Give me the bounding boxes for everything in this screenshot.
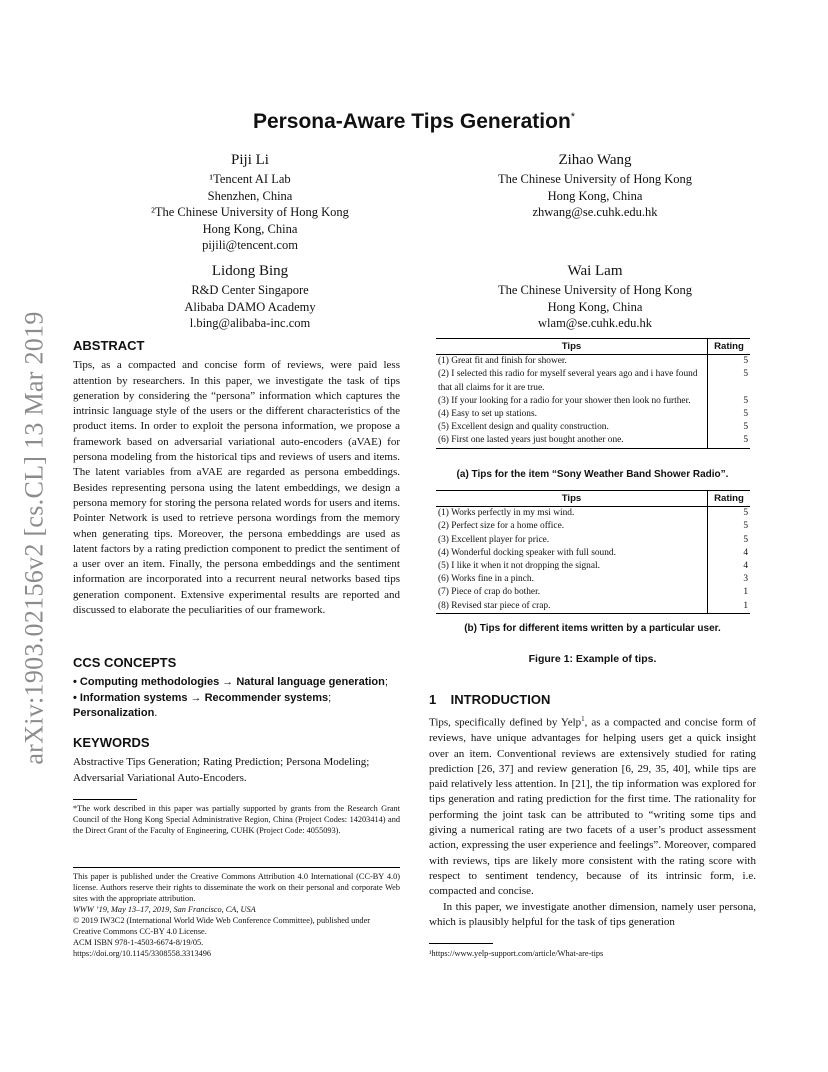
author-email: zhwang@se.cuhk.edu.hk bbox=[532, 205, 658, 219]
author-affiliation: ²The Chinese University of Hong Kong bbox=[151, 205, 349, 219]
footnote-mark: 1 bbox=[581, 715, 585, 724]
rating-cell: 5 bbox=[708, 534, 751, 547]
author-affiliation: Hong Kong, China bbox=[202, 221, 298, 236]
author-name: Piji Li bbox=[231, 152, 269, 168]
rating-cell: 3 bbox=[708, 573, 751, 586]
tip-cell: (4) Easy to set up stations. bbox=[438, 409, 537, 420]
rating-cell: 4 bbox=[708, 560, 751, 573]
arxiv-identifier-text: arXiv:1903.02156v2 [cs.CL] 13 Mar 2019 bbox=[20, 311, 49, 765]
author-block-4 bbox=[445, 261, 745, 332]
ccs-heading: CCS CONCEPTS bbox=[73, 655, 177, 670]
table-row bbox=[436, 408, 750, 421]
tip-cell: (2) Perfect size for a home office. bbox=[438, 521, 565, 532]
ccs-end: . bbox=[154, 706, 158, 719]
author-affiliation: R&D Center Singapore bbox=[191, 283, 309, 297]
tip-cell: (2) I selected this radio for myself several years ago and i have found that all claims for it are true. bbox=[438, 369, 698, 393]
author-affiliation: Shenzhen, China bbox=[207, 188, 293, 203]
table-row bbox=[436, 355, 750, 369]
tip-cell: (4) Wonderful docking speaker with full sound. bbox=[438, 547, 616, 558]
table-row bbox=[436, 421, 750, 434]
rating-column-header: Rating bbox=[708, 491, 751, 507]
author-name: Wai Lam bbox=[567, 263, 623, 279]
author-affiliation: The Chinese University of Hong Kong bbox=[497, 283, 693, 297]
isbn-text: ACM ISBN 978-1-4503-6674-8/19/05. bbox=[73, 938, 204, 947]
author-name: Lidong Bing bbox=[211, 263, 289, 279]
table-row bbox=[436, 520, 750, 533]
author-block-1 bbox=[120, 150, 380, 254]
rating-cell: 5 bbox=[708, 434, 751, 448]
tip-cell: (5) Excellent design and quality construction. bbox=[438, 422, 609, 433]
abstract-text: Tips, as a compacted and concise form of reviews, were paid less attention by researchers. In this paper, we investigate the task of tips generation by considering the “persona” information which captures the intrinsic language style of the users or the different characteristics of the product items. In order to exploit the persona information, we propose a framework based on adversarial variational auto-encoders (aVAE) for persona modeling from the historical tips and reviews of users and items. The latent variables from aVAE are regarded as persona embeddings. Besides representing persona using the latent embeddings, we design a persona memory for storing the persona related words for users and items. Pointer Network is used to retrieve persona wordings from the memory when generating tips. Moreover, the persona embeddings are used as latent factors by a rating prediction component to predict the sentiment of a user over an item. Finally, the persona embeddings and the sentiment information are incorporated into a recurrent neural networks based tips generation component. Extensive experimental results are reported and discussed to elaborate the peculiarities of our framework. bbox=[73, 359, 400, 617]
keywords-heading: KEYWORDS bbox=[73, 735, 150, 750]
ccs-concept-3: Personalization bbox=[73, 706, 155, 719]
tips-table-b bbox=[436, 490, 750, 614]
doi-link[interactable]: https://doi.org/10.1145/3308558.3313496 bbox=[73, 949, 212, 958]
rating-cell: 5 bbox=[708, 368, 751, 394]
table-row bbox=[436, 586, 750, 599]
paper-title bbox=[0, 110, 828, 134]
author-email: l.bing@alibaba-inc.com bbox=[189, 316, 311, 330]
ccs-separator: ; bbox=[384, 676, 388, 689]
title-footnote-mark: * bbox=[570, 111, 576, 123]
abstract-heading: ABSTRACT bbox=[73, 338, 145, 353]
table-row bbox=[436, 600, 750, 614]
tips-column-header: Tips bbox=[436, 339, 708, 355]
author-affiliation: The Chinese University of Hong Kong bbox=[497, 172, 693, 186]
author-email: wlam@se.cuhk.edu.hk bbox=[538, 316, 652, 330]
author-affiliation: Hong Kong, China bbox=[547, 188, 643, 203]
rating-cell: 4 bbox=[708, 547, 751, 560]
tip-cell: (5) I like it when it not dropping the signal. bbox=[438, 561, 600, 572]
figure-caption: Figure 1: Example of tips. bbox=[528, 653, 657, 665]
tip-cell: (3) If your looking for a radio for your shower then look no further. bbox=[438, 395, 691, 406]
table-row bbox=[436, 368, 750, 394]
tip-cell: (3) Excellent player for price. bbox=[438, 534, 550, 545]
author-block-3 bbox=[120, 261, 380, 332]
author-name: Zihao Wang bbox=[558, 152, 632, 168]
table-row bbox=[436, 507, 750, 521]
rating-cell: 5 bbox=[708, 421, 751, 434]
copyright-text: © 2019 IW3C2 (International World Wide Web Conference Committee), published under Creative Commons CC-BY 4.0 License. bbox=[73, 916, 371, 936]
author-block-2 bbox=[445, 150, 745, 221]
ccs-section bbox=[73, 655, 400, 721]
tips-column-header: Tips bbox=[436, 491, 708, 507]
keywords-section bbox=[73, 735, 400, 786]
rating-cell: 5 bbox=[708, 395, 751, 408]
footnote-rule bbox=[73, 799, 137, 800]
tip-cell: (1) Works perfectly in my msi wind. bbox=[438, 508, 575, 519]
author-email: pijili@tencent.com bbox=[202, 238, 298, 252]
introduction-section bbox=[429, 692, 756, 930]
rating-cell: 1 bbox=[708, 586, 751, 599]
acknowledgment-footnote bbox=[73, 803, 400, 836]
tip-cell: (6) Works fine in a pinch. bbox=[438, 574, 534, 585]
rating-column-header: Rating bbox=[708, 339, 751, 355]
table-row bbox=[436, 434, 750, 448]
rating-cell: 5 bbox=[708, 355, 751, 369]
ccs-separator: ; bbox=[328, 691, 332, 704]
table-header-row bbox=[436, 491, 750, 507]
rating-cell: 5 bbox=[708, 408, 751, 421]
license-block bbox=[73, 871, 400, 959]
abstract-section bbox=[73, 338, 400, 618]
license-rule bbox=[73, 867, 400, 868]
table-b-caption: (b) Tips for different items written by a particular user. bbox=[464, 623, 721, 634]
rating-cell: 5 bbox=[708, 520, 751, 533]
author-affiliation: Hong Kong, China bbox=[547, 299, 643, 314]
table-row bbox=[436, 534, 750, 547]
tip-cell: (7) Piece of crap do bother. bbox=[438, 587, 541, 598]
tip-cell: (8) Revised star piece of crap. bbox=[436, 600, 708, 614]
yelp-footnote: ¹https://www.yelp-support.com/article/What-are-tips bbox=[429, 949, 604, 958]
tip-cell: (6) First one lasted years just bought another one. bbox=[436, 434, 708, 448]
introduction-heading: 1 INTRODUCTION bbox=[429, 692, 551, 707]
author-affiliation: ¹Tencent AI Lab bbox=[209, 172, 291, 186]
paper-title-text: Persona-Aware Tips Generation bbox=[252, 110, 571, 133]
footnote-rule bbox=[429, 943, 493, 944]
tip-cell: (1) Great fit and finish for shower. bbox=[438, 356, 567, 367]
author-affiliation: Alibaba DAMO Academy bbox=[184, 299, 316, 314]
table-row bbox=[436, 547, 750, 560]
acknowledgment-text: *The work described in this paper was partially supported by grants from the Research Grant Council of the Hong Kong Special Administrative Region, China (Project Codes: 14203414) and the Direct Grant of the Faculty of Engineering, CUHK (Project Code: 4055093). bbox=[73, 804, 400, 835]
introduction-paragraph-1 bbox=[429, 712, 756, 899]
ccs-concept-2: • Information systems → Recommender systems bbox=[73, 691, 329, 704]
ccs-concept-1: • Computing methodologies → Natural language generation bbox=[73, 676, 385, 689]
table-a-caption: (a) Tips for the item “Sony Weather Band Shower Radio”. bbox=[456, 469, 729, 480]
table-header-row bbox=[436, 339, 750, 355]
tips-table-a bbox=[436, 338, 750, 449]
rating-cell: 5 bbox=[708, 507, 751, 521]
keywords-text: Abstractive Tips Generation; Rating Prediction; Persona Modeling; Adversarial Variational Auto-Encoders. bbox=[73, 756, 370, 784]
table-row bbox=[436, 560, 750, 573]
ccs-concepts bbox=[73, 675, 400, 721]
introduction-paragraph-2: In this paper, we investigate another dimension, namely user persona, which is plausibly helpful for the task of tips generation bbox=[429, 900, 756, 928]
rating-cell: 1 bbox=[708, 600, 751, 614]
intro-text: Tips, specifically defined by Yelp bbox=[429, 716, 582, 729]
table-row bbox=[436, 395, 750, 408]
arxiv-identifier bbox=[12, 288, 58, 788]
license-text: This paper is published under the Creative Commons Attribution 4.0 International (CC-BY 4.0) license. Authors reserve their rights to disseminate the work on their personal and corporate Web sites with the appropriate attribution. bbox=[73, 872, 400, 903]
intro-text: , as a compacted and concise form of reviews, have unique advantages for helping users get a quick insight over an item. Conventional reviews are extensively studied for rating prediction [26, 37] and review generation [6, 29, 35, 40], while tips are paid relatively less attention. In [21], the tip information was explored for tips generation and rating prediction for the first time. The rationality for performing the joint task can be attributed to “writing some tips and giving a numerical rating are two facets of a user’s product assessment action, expressing the user experience and feelings”. Moreover, compared with reviews, tips are likely more consistent with the rating score with respect to sentiment tendency, because of its intrinsic form, i.e. compacted and concise. bbox=[429, 716, 756, 898]
conference-venue: WWW ’19, May 13–17, 2019, San Francisco, CA, USA bbox=[73, 905, 256, 914]
table-row bbox=[436, 573, 750, 586]
